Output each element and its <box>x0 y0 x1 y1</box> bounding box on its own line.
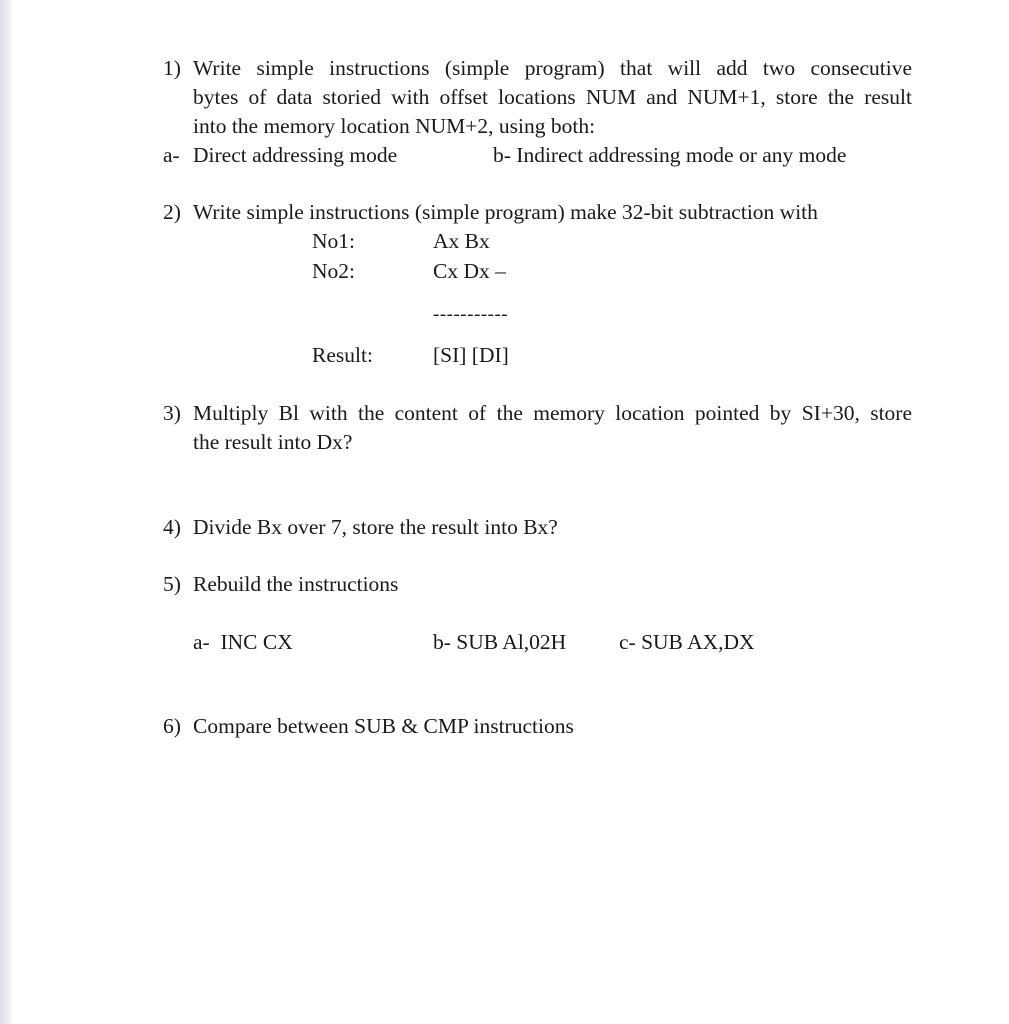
question-5-option-c: c- SUB AX,DX <box>619 630 755 654</box>
question-2-number: 2) <box>163 200 181 224</box>
result-value: [SI] [DI] <box>433 343 509 367</box>
question-1-number: 1) <box>163 56 181 80</box>
question-1-option-a-marker: a- <box>163 143 180 167</box>
document-page <box>12 0 1009 1024</box>
question-6-number: 6) <box>163 714 181 738</box>
question-5-option-b: b- SUB Al,02H <box>433 630 567 654</box>
question-3-line-2: the result into Dx? <box>193 430 353 454</box>
question-2-text: Write simple instructions (simple program) make 32-bit subtraction with <box>193 200 818 224</box>
question-1-line-3: into the memory location NUM+2, using both: <box>193 114 596 138</box>
operand-2-value: Cx Dx – <box>433 259 506 283</box>
question-5-text: Rebuild the instructions <box>193 572 399 596</box>
operand-1-label: No1: <box>312 229 355 253</box>
question-3-line-1: Multiply Bl with the content of the memory location pointed by SI+30, store <box>193 401 912 425</box>
question-5-number: 5) <box>163 572 181 596</box>
operand-2-label: No2: <box>312 259 355 283</box>
question-5-option-a: a- INC CX <box>193 630 293 654</box>
question-1-line-1: Write simple instructions (simple program) that will add two consecutive <box>193 56 912 80</box>
question-1-option-b: b- Indirect addressing mode or any mode <box>493 143 847 167</box>
page-left-shadow <box>0 0 12 1024</box>
question-1-line-2: bytes of data storied with offset locations NUM and NUM+1, store the result <box>193 85 912 109</box>
result-label: Result: <box>312 343 373 367</box>
question-1-option-a: Direct addressing mode <box>193 143 398 167</box>
question-6-text: Compare between SUB & CMP instructions <box>193 714 574 738</box>
question-4-number: 4) <box>163 515 181 539</box>
question-4-text: Divide Bx over 7, store the result into Bx? <box>193 515 558 539</box>
subtraction-rule: ----------- <box>433 304 509 325</box>
question-3-number: 3) <box>163 401 181 425</box>
operand-1-value: Ax Bx <box>433 229 490 253</box>
